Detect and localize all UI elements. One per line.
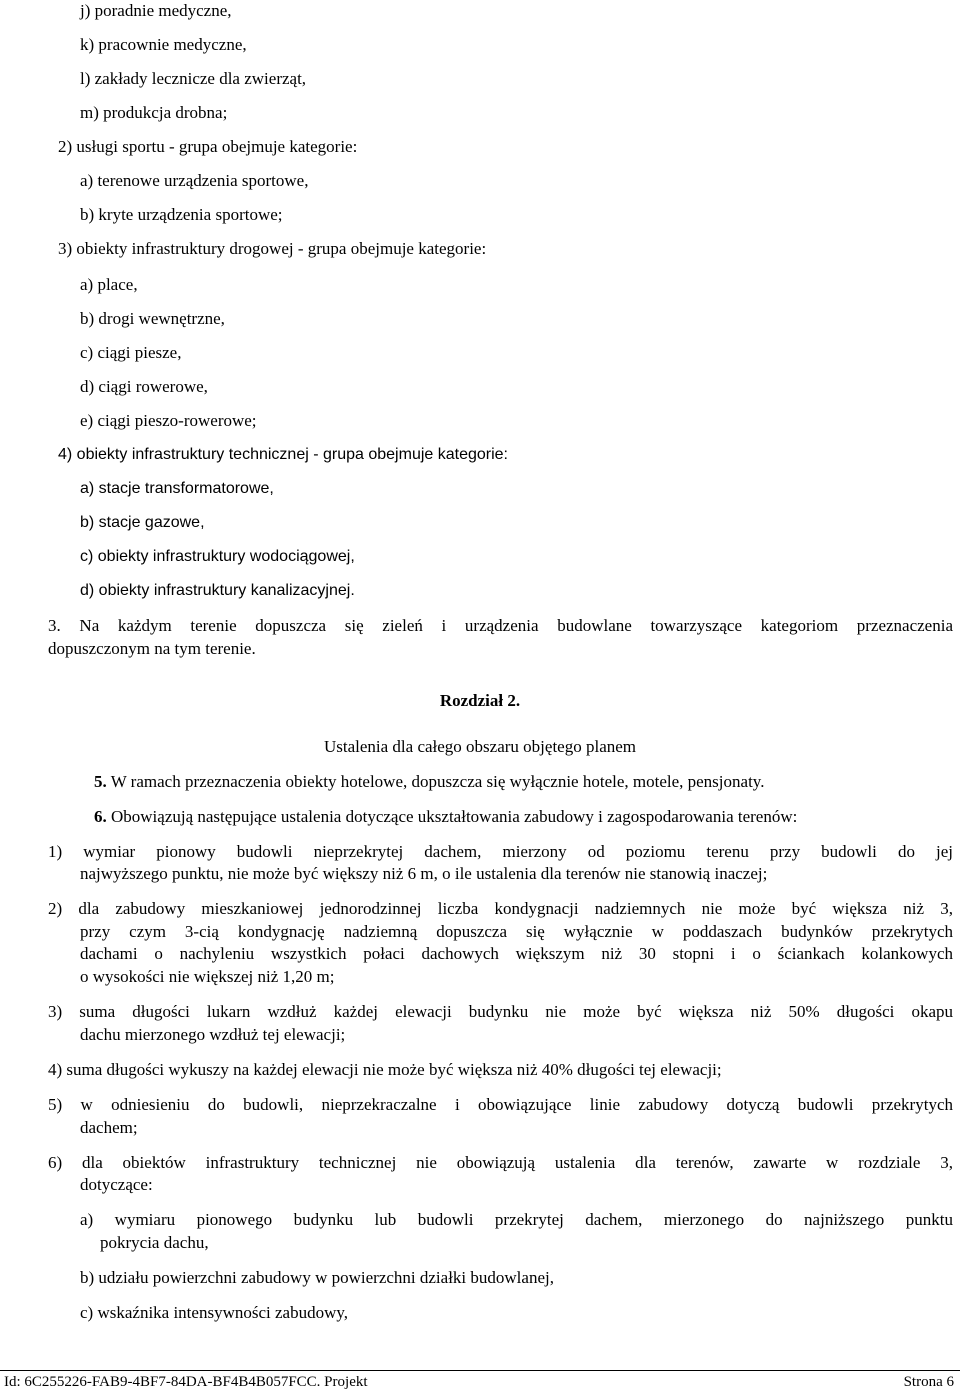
item-3-line: dachu mierzonego wzdłuż tej elewacji; xyxy=(80,1025,346,1044)
list-item: l) zakłady lecznicze dla zwierząt, xyxy=(80,69,307,88)
footer-document-id: Id: 6C255226-FAB9-4BF7-84DA-BF4B4B057FCC. Projekt xyxy=(4,1374,368,1390)
list-item: m) produkcja drobna; xyxy=(80,103,228,122)
list-item: d) obiekty infrastruktury kanalizacyjnej. xyxy=(80,582,355,599)
item-6b-line: b) udziału powierzchni zabudowy w powierzchni działki budowlanej, xyxy=(80,1268,554,1287)
item-1-line: najwyższego punktu, nie może być większy niż 6 m, o ile ustalenia dla terenów nie stanowią inaczej; xyxy=(80,864,768,883)
item-5-line: dachem; xyxy=(80,1118,138,1137)
paragraph-5 xyxy=(94,771,764,793)
chapter-title-text: Rozdział 2. xyxy=(439,691,521,710)
item-3-line: 3) suma długości lukarn wzdłuż każdej elewacji budynku nie może być większa niż 50% długości okapu xyxy=(48,1002,953,1021)
item-2-line: 2) dla zabudowy mieszkaniowej jednorodzinnej liczba kondygnacji nadziemnych nie może być większa niż 3, xyxy=(48,899,953,918)
chapter-subtitle: Ustalenia dla całego obszaru objętego planem xyxy=(323,737,637,756)
item-6-line: 6) dla obiektów infrastruktury technicznej nie obowiązują ustalenia dla terenów, zawarte w rozdziale 3, xyxy=(48,1153,953,1172)
list-item: 2) usługi sportu - grupa obejmuje kategorie: xyxy=(58,137,358,156)
paragraph-number: 5. xyxy=(94,772,107,791)
item-6a-line: pokrycia dachu, xyxy=(100,1233,209,1252)
chapter-title xyxy=(0,690,960,712)
list-item: j) poradnie medyczne, xyxy=(80,1,232,20)
paragraph-6 xyxy=(94,806,797,828)
item-6c-line: c) wskaźnika intensywności zabudowy, xyxy=(80,1303,348,1322)
list-item: c) ciągi piesze, xyxy=(80,343,182,362)
item-4-line: 4) suma długości wykuszy na każdej elewacji nie może być większa niż 40% długości tej elewacji; xyxy=(48,1060,722,1079)
list-item: a) place, xyxy=(80,275,138,294)
footer-divider xyxy=(0,1370,960,1371)
list-item: a) terenowe urządzenia sportowe, xyxy=(80,171,309,190)
item-2-line: dachami o nachyleniu wszystkich połaci dachowych większym niż 30 stopni i o ściankach kolankowych xyxy=(80,944,953,963)
paragraph-text: Obowiązują następujące ustalenia dotyczące ukształtowania zabudowy i zagospodarowania terenów: xyxy=(106,807,798,826)
paragraph-3-line: 3. Na każdym terenie dopuszcza się zieleń i urządzenia budowlane towarzyszące kategoriom przeznaczenia xyxy=(48,616,953,635)
item-5-line: 5) w odniesieniu do budowli, nieprzekraczalne i obowiązujące linie zabudowy dotyczą budowli przekrytych xyxy=(48,1095,953,1114)
item-6a-line: a) wymiaru pionowego budynku lub budowli przekrytej dachem, mierzonego do najniższego punktu xyxy=(80,1210,953,1229)
list-item: d) ciągi rowerowe, xyxy=(80,377,208,396)
paragraph-text: W ramach przeznaczenia obiekty hotelowe, dopuszcza się wyłącznie hotele, motele, pensjonaty. xyxy=(106,772,765,791)
paragraph-number: 6. xyxy=(94,807,107,826)
list-item: b) stacje gazowe, xyxy=(80,514,205,531)
item-1-line: 1) wymiar pionowy budowli nieprzekrytej dachem, mierzony od poziomu terenu przy budowli do jej xyxy=(48,842,953,861)
footer-page-number: Strona 6 xyxy=(903,1374,954,1390)
list-item: k) pracownie medyczne, xyxy=(80,35,247,54)
item-2-line: o wysokości nie większej niż 1,20 m; xyxy=(80,967,335,986)
list-item: b) drogi wewnętrzne, xyxy=(80,309,225,328)
list-item: b) kryte urządzenia sportowe; xyxy=(80,205,283,224)
paragraph-3-line: dopuszczonym na tym terenie. xyxy=(48,639,256,658)
list-item: 3) obiekty infrastruktury drogowej - grupa obejmuje kategorie: xyxy=(58,239,487,258)
list-item: a) stacje transformatorowe, xyxy=(80,480,274,497)
item-2-line: przy czym 3-cią kondygnację nadziemną dopuszcza się wyłącznie w poddaszach budynków przekrytych xyxy=(80,922,953,941)
list-item: e) ciągi pieszo-rowerowe; xyxy=(80,411,257,430)
item-6-line: dotyczące: xyxy=(80,1175,153,1194)
list-item: c) obiekty infrastruktury wodociągowej, xyxy=(80,548,355,565)
list-item: 4) obiekty infrastruktury technicznej - grupa obejmuje kategorie: xyxy=(58,446,508,463)
